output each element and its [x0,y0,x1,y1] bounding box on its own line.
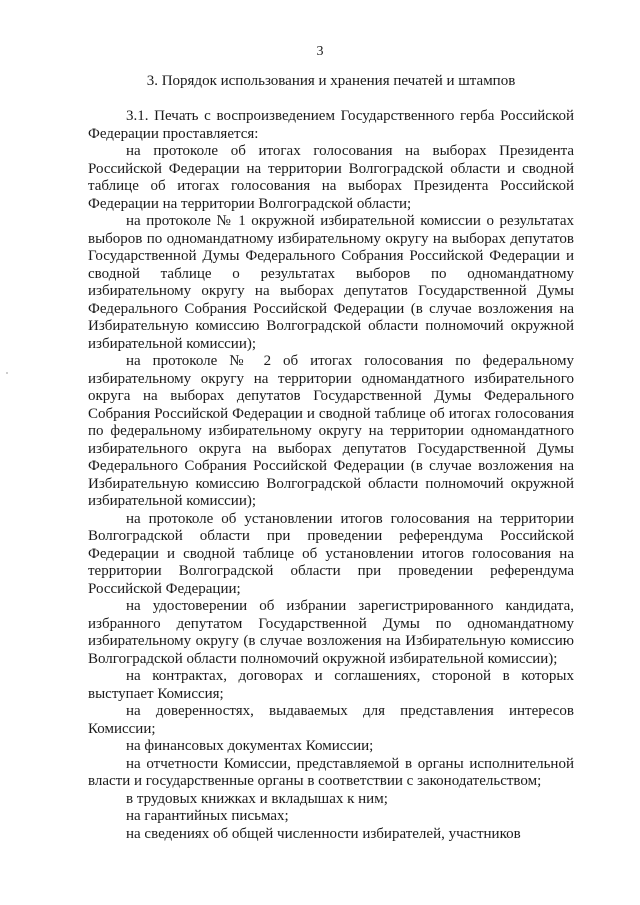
list-item-president-protocol: на протоколе об итогах голосования на выборах Президента Российской Федерации на территории Волгоградской области и сводной таблице об итогах голосования на выборах Президента Российской Федерации на территории Волгоградской области; [88,143,574,212]
list-item-election-certificate: на удостоверении об избрании зарегистрированного кандидата, избранного депутатом Государственной Думы по одномандатному избирательному округу (в случае возложения на Избирательную комиссию Волгоградской области полномочий окружной избирательной комиссии); [88,598,574,667]
page-number: 3 [316,44,324,59]
list-item-financial-documents: на финансовых документах Комиссии; [126,738,374,754]
list-item-powers-of-attorney: на доверенностях, выдаваемых для представления интересов Комиссии; [88,703,574,737]
list-item-protocol-2: на протоколе № 2 об итогах голосования по федеральному избирательному округу на территории одномандатного избирательного округа на выборах депутатов Государственной Думы Федерального Собрания Российской Федерации и сводной таблице об итогах голосования по федеральному избирательному округу на территории одномандатного избирательного округа на выборах депутатов Государственной Думы Федерального Собрания Российской Федерации (в случае возложения на Избирательную комиссию Волгоградской области полномочий окружной избирательной комиссии); [88,353,574,509]
list-item-protocol-1: на протоколе № 1 окружной избирательной комиссии о результатах выборов по одномандатному избирательному округу на выборах депутатов Государственной Думы Федерального Собрания Российской Федерации и сводной таблице о результатах выборов по одномандатному избирательному округу на выборах депутатов Государственной Думы Федерального Собрания Российской Федерации (в случае возложения на Избирательную комиссию Волгоградской области полномочий окружной избирательной комиссии); [88,213,574,352]
list-item-contracts: на контрактах, договорах и соглашениях, стороной в которых выступает Комиссия; [88,668,574,702]
document-body [88,108,574,843]
list-item-employment-records: в трудовых книжках и вкладышах к ним; [126,790,388,807]
scan-edge-mark [6,372,8,374]
section-title: 3. Порядок использования и хранения печатей и штампов [146,73,516,89]
list-item-referendum-protocol: на протоколе об установлении итогов голосования на территории Волгоградской области при проведении референдума Российской Федерации и сводной таблице об установлении итогов голосования на территории Волгоградской области при проведении референдума Российской Федерации; [88,510,574,597]
list-item-reporting: на отчетности Комиссии, представляемой в органы исполнительной власти и государственные органы в соответствии с законодательством; [88,755,574,789]
list-item-voter-count-info: на сведениях об общей численности избирателей, участников [126,825,521,842]
list-item-guarantee-letters: на гарантийных письмах; [126,808,289,824]
paragraph-3-1: 3.1. Печать с воспроизведением Государственного герба Российской Федерации проставляется: [88,108,574,142]
